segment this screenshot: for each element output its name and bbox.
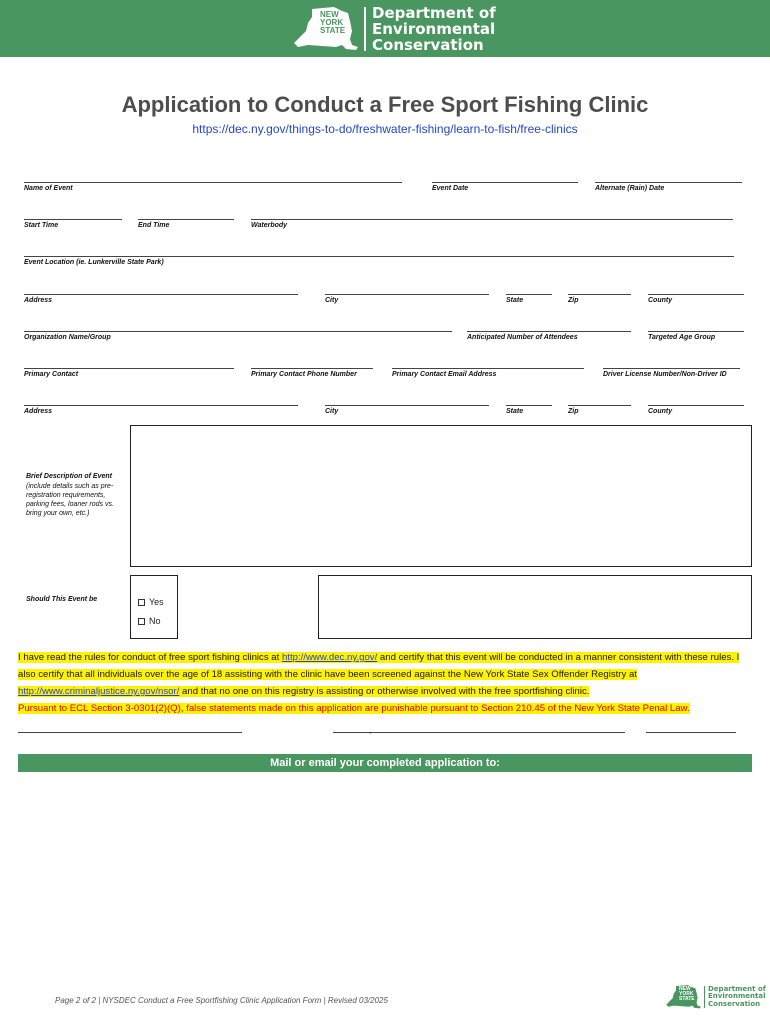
yes-label: Yes	[149, 597, 164, 607]
dept-name	[372, 5, 496, 53]
description-subtitle: (include details such as pre-registration requirements, parking fees, loaner rods vs. bring your own, etc.)	[26, 483, 114, 517]
name-of-event-field[interactable]	[24, 182, 402, 192]
state-2-field[interactable]	[506, 405, 552, 415]
event-location-field[interactable]	[24, 256, 734, 266]
contact-phone-label: Primary Contact Phone Number	[251, 371, 357, 378]
printed-name-line[interactable]	[333, 732, 625, 733]
attendees-field[interactable]	[467, 331, 631, 341]
yes-checkbox[interactable]	[138, 599, 145, 606]
footer-dept-line-3: Conservation	[708, 999, 761, 1008]
footer-dept-line-1: Department of	[708, 984, 766, 993]
event-date-label: Event Date	[432, 185, 469, 192]
address-label: Address	[24, 297, 53, 304]
nsor-link[interactable]: http://www.criminaljustice.ny.gov/nsor/	[18, 686, 180, 697]
organization-field[interactable]	[24, 331, 452, 341]
end-time-field[interactable]	[138, 219, 234, 229]
state-field[interactable]	[506, 294, 552, 304]
state-line-3: STATE	[320, 26, 346, 35]
county-label: County	[648, 297, 673, 304]
zip-2-label: Zip	[568, 408, 579, 415]
name-of-event-label: Name of Event	[24, 185, 73, 192]
dec-rules-link[interactable]: http://www.dec.ny.gov/	[281, 652, 378, 663]
footer-ny-map-icon	[664, 984, 702, 1010]
cert-part-3: and that no one on this registry is assisting or otherwise involved with the free sportfishing clinic.	[179, 686, 590, 697]
yes-option[interactable]	[138, 597, 164, 607]
zip-field[interactable]	[568, 294, 631, 304]
footer-dept-line-2: Environmental	[708, 992, 766, 1001]
signature-comma: ,	[369, 726, 372, 735]
attendees-label: Anticipated Number of Attendees	[467, 334, 578, 341]
clinics-link[interactable]: https://dec.ny.gov/things-to-do/freshwater-fishing/learn-to-fish/free-clinics	[192, 122, 578, 136]
description-textarea[interactable]	[130, 425, 752, 567]
footer-logo-divider	[704, 986, 705, 1008]
county-2-field[interactable]	[648, 405, 744, 415]
state-2-label: State	[506, 408, 524, 415]
footer-state-line-2: YORK	[679, 991, 694, 997]
no-label: No	[149, 616, 161, 626]
city-2-label: City	[325, 408, 339, 415]
county-field[interactable]	[648, 294, 744, 304]
contact-phone-field[interactable]	[251, 368, 373, 378]
certification-highlight	[18, 652, 739, 697]
waterbody-field[interactable]	[251, 219, 733, 229]
city-2-field[interactable]	[325, 405, 489, 415]
description-title: Brief Description of Event	[26, 473, 112, 480]
zip-2-field[interactable]	[568, 405, 631, 415]
end-time-label: End Time	[138, 222, 170, 229]
should-event-label: Should This Event be	[26, 596, 98, 603]
county-2-label: County	[648, 408, 673, 415]
address-2-label: Address	[24, 408, 53, 415]
footer-logo	[664, 984, 766, 1010]
zip-label: Zip	[568, 297, 579, 304]
date-line[interactable]	[646, 732, 736, 733]
cert-part-1: I have read the rules for conduct of free sport fishing clinics at	[18, 652, 282, 663]
license-field[interactable]	[603, 368, 740, 378]
event-location-label: Event Location (ie. Lunkerville State Park)	[24, 259, 164, 266]
event-date-field[interactable]	[432, 182, 578, 192]
options-box	[130, 575, 178, 639]
footer-text: Page 2 of 2 | NYSDEC Conduct a Free Sportfishing Clinic Application Form | Revised 03/2025	[55, 996, 388, 1005]
footer-state-line-3: STATE	[679, 996, 695, 1002]
contact-email-field[interactable]	[392, 368, 584, 378]
signature-line[interactable]	[18, 732, 242, 733]
cert-part-2: and certify that this event will be conducted in a manner consistent with these rules. I also certify that all individuals over the age of 18 assisting with the clinic have been screened against the New York State Sex Offender Registry at	[18, 652, 740, 680]
footer-state-line-1: NEW	[679, 986, 691, 992]
nysdec-logo	[290, 3, 496, 55]
address-2-field[interactable]	[24, 405, 298, 415]
alternate-date-label: Alternate (Rain) Date	[595, 185, 665, 192]
waterbody-label: Waterbody	[251, 222, 288, 229]
address-field[interactable]	[24, 294, 298, 304]
should-event-details-box[interactable]	[318, 575, 752, 639]
no-checkbox[interactable]	[138, 618, 145, 625]
primary-contact-field[interactable]	[24, 368, 234, 378]
footer-dept-name	[708, 986, 766, 1009]
penalty-notice: Pursuant to ECL Section 3-0301(2)(Q), false statements made on this application are punishable pursuant to Section 210.45 of the New York State Penal Law.	[18, 703, 690, 714]
license-label: Driver License Number/Non-Driver ID	[603, 371, 727, 378]
alternate-date-field[interactable]	[595, 182, 742, 192]
organization-label: Organization Name/Group	[24, 334, 111, 341]
start-time-field[interactable]	[24, 219, 122, 229]
contact-email-label: Primary Contact Email Address	[392, 371, 497, 378]
no-option[interactable]	[138, 616, 161, 626]
page-title: Application to Conduct a Free Sport Fishing Clinic	[121, 92, 649, 117]
age-group-field[interactable]	[648, 331, 744, 341]
age-group-label: Targeted Age Group	[648, 334, 716, 341]
start-time-label: Start Time	[24, 222, 59, 229]
dept-line-3: Conservation	[372, 36, 484, 54]
state-line-2: YORK	[320, 18, 344, 27]
city-label: City	[325, 297, 339, 304]
state-words	[320, 11, 345, 35]
ny-state-map-icon	[290, 5, 360, 53]
dept-line-2: Environmental	[372, 20, 496, 38]
description-label	[26, 473, 126, 518]
footer-state-words	[679, 987, 695, 1002]
logo-divider	[364, 7, 366, 51]
dept-line-1: Department of	[372, 4, 496, 22]
header-bar	[0, 0, 770, 57]
state-label: State	[506, 297, 524, 304]
primary-contact-label: Primary Contact	[24, 371, 79, 378]
state-line-1: NEW	[320, 10, 339, 19]
city-field[interactable]	[325, 294, 489, 304]
certification-text	[18, 649, 758, 717]
mail-bar: Mail or email your completed application to:	[18, 754, 752, 772]
